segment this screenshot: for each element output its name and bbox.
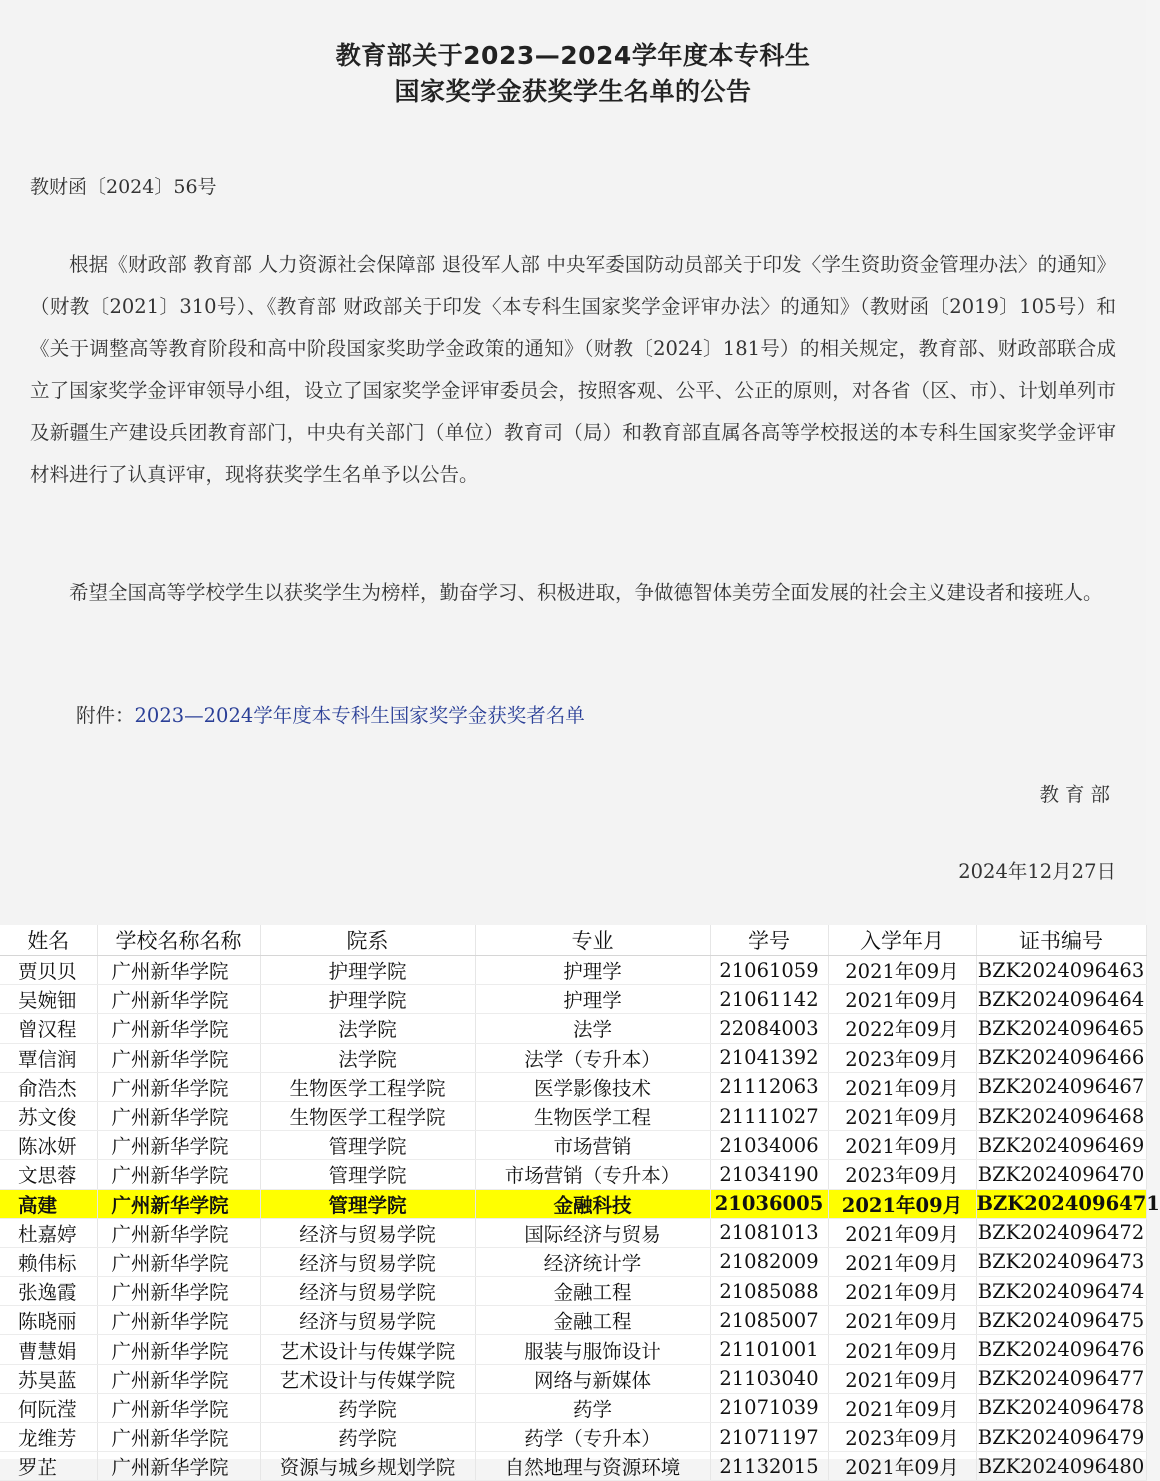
- issuer-signature: 教育部: [1039, 783, 1116, 806]
- cell-enrollment-date[interactable]: 2023年09月: [828, 1160, 976, 1189]
- cell-major[interactable]: 国际经济与贸易: [475, 1218, 710, 1247]
- cell-certificate-number[interactable]: BZK2024096472: [976, 1218, 1146, 1247]
- cell-student-id[interactable]: 21112063: [710, 1072, 828, 1101]
- cell-school[interactable]: 广州新华学院: [97, 1247, 260, 1276]
- cell-major[interactable]: 市场营销（专升本）: [475, 1160, 710, 1189]
- cell-department[interactable]: 资源与城乡规划学院: [260, 1452, 475, 1481]
- cell-name[interactable]: 赖伟标: [0, 1247, 97, 1276]
- cell-certificate-number[interactable]: BZK2024096476: [976, 1335, 1146, 1364]
- cell-name[interactable]: 曹慧娟: [0, 1335, 97, 1364]
- cell-certificate-number[interactable]: BZK2024096471: [976, 1189, 1146, 1218]
- cell-enrollment-date[interactable]: 2021年09月: [828, 1101, 976, 1130]
- cell-enrollment-date[interactable]: 2021年09月: [828, 985, 976, 1014]
- cell-student-id[interactable]: 21085088: [710, 1277, 828, 1306]
- cell-name[interactable]: 贾贝贝: [0, 956, 97, 985]
- cell-school[interactable]: 广州新华学院: [97, 1393, 260, 1422]
- cell-department[interactable]: 经济与贸易学院: [260, 1306, 475, 1335]
- header-department[interactable]: 院系: [260, 925, 475, 956]
- cell-name[interactable]: 曾汉程: [0, 1014, 97, 1043]
- cell-name[interactable]: 龙维芳: [0, 1423, 97, 1452]
- cell-certificate-number[interactable]: BZK2024096468: [976, 1101, 1146, 1130]
- cell-school[interactable]: 广州新华学院: [97, 1101, 260, 1130]
- cell-school[interactable]: 广州新华学院: [97, 985, 260, 1014]
- cell-department[interactable]: 管理学院: [260, 1160, 475, 1189]
- cell-department[interactable]: 艺术设计与传媒学院: [260, 1364, 475, 1393]
- cell-certificate-number[interactable]: BZK2024096464: [976, 985, 1146, 1014]
- table-row[interactable]: [0, 1131, 1146, 1160]
- cell-enrollment-date[interactable]: 2021年09月: [828, 956, 976, 985]
- table-row[interactable]: [0, 1364, 1146, 1393]
- header-school[interactable]: 学校名称名称: [97, 925, 260, 956]
- cell-enrollment-date[interactable]: 2021年09月: [828, 1393, 976, 1422]
- cell-certificate-number[interactable]: BZK2024096473: [976, 1247, 1146, 1276]
- cell-enrollment-date[interactable]: 2021年09月: [828, 1452, 976, 1481]
- cell-department[interactable]: 药学院: [260, 1423, 475, 1452]
- winners-spreadsheet: [0, 925, 1160, 1480]
- cell-major[interactable]: 金融工程: [475, 1277, 710, 1306]
- cell-major[interactable]: 服装与服饰设计: [475, 1335, 710, 1364]
- table-row[interactable]: [0, 1160, 1146, 1189]
- cell-department[interactable]: 经济与贸易学院: [260, 1247, 475, 1276]
- cell-department[interactable]: 经济与贸易学院: [260, 1218, 475, 1247]
- document-number: 教财函〔2024〕56号: [30, 176, 217, 198]
- cell-certificate-number[interactable]: BZK2024096469: [976, 1131, 1146, 1160]
- table-row[interactable]: [0, 1393, 1146, 1422]
- cell-school[interactable]: 广州新华学院: [97, 1072, 260, 1101]
- cell-enrollment-date[interactable]: 2022年09月: [828, 1014, 976, 1043]
- cell-name[interactable]: 覃信润: [0, 1043, 97, 1072]
- cell-name[interactable]: 俞浩杰: [0, 1072, 97, 1101]
- table-row[interactable]: [0, 1014, 1146, 1043]
- header-enrollment-date[interactable]: 入学年月: [828, 925, 976, 956]
- cell-certificate-number[interactable]: BZK2024096478: [976, 1393, 1146, 1422]
- cell-student-id[interactable]: 21071039: [710, 1393, 828, 1422]
- cell-department[interactable]: 管理学院: [260, 1189, 475, 1218]
- issue-date: 2024年12月27日: [958, 860, 1116, 883]
- cell-department[interactable]: 药学院: [260, 1393, 475, 1422]
- cell-certificate-number[interactable]: BZK2024096467: [976, 1072, 1146, 1101]
- table-row[interactable]: [0, 1043, 1146, 1072]
- cell-name[interactable]: 陈冰妍: [0, 1131, 97, 1160]
- notice-title-line1: 教育部关于2023—2024学年度本专科生: [335, 41, 811, 70]
- winners-table: [0, 925, 1160, 1481]
- cell-student-id[interactable]: 21103040: [710, 1364, 828, 1393]
- cell-major[interactable]: 自然地理与资源环境: [475, 1452, 710, 1481]
- table-row[interactable]: [0, 1218, 1146, 1247]
- table-row[interactable]: [0, 1452, 1146, 1481]
- attachment-line: [76, 700, 585, 728]
- cell-school[interactable]: 广州新华学院: [97, 1306, 260, 1335]
- cell-major[interactable]: 经济统计学: [475, 1247, 710, 1276]
- cell-certificate-number[interactable]: BZK2024096474: [976, 1277, 1146, 1306]
- cell-student-id[interactable]: 21034006: [710, 1131, 828, 1160]
- cell-certificate-number[interactable]: BZK2024096480: [976, 1452, 1146, 1481]
- cell-name[interactable]: 罗芷: [0, 1452, 97, 1481]
- cell-certificate-number[interactable]: BZK2024096475: [976, 1306, 1146, 1335]
- cell-school[interactable]: 广州新华学院: [97, 1218, 260, 1247]
- cell-department[interactable]: 经济与贸易学院: [260, 1277, 475, 1306]
- notice-paragraph-2: 希望全国高等学校学生以获奖学生为榜样，勤奋学习、积极进取，争做德智体美劳全面发展的社会主义建设者和接班人。: [69, 581, 1103, 604]
- cell-school[interactable]: 广州新华学院: [97, 1014, 260, 1043]
- table-row-highlighted[interactable]: [0, 1189, 1146, 1218]
- cell-enrollment-date[interactable]: 2021年09月: [828, 1247, 976, 1276]
- cell-name[interactable]: 高建: [0, 1189, 97, 1218]
- cell-enrollment-date[interactable]: 2021年09月: [828, 1277, 976, 1306]
- cell-major[interactable]: 医学影像技术: [475, 1072, 710, 1101]
- cell-student-id[interactable]: 21081013: [710, 1218, 828, 1247]
- cell-certificate-number[interactable]: BZK2024096465: [976, 1014, 1146, 1043]
- cell-name[interactable]: 文思蓉: [0, 1160, 97, 1189]
- cell-school[interactable]: 广州新华学院: [97, 1043, 260, 1072]
- cell-school[interactable]: 广州新华学院: [97, 1189, 260, 1218]
- cell-major[interactable]: 护理学: [475, 956, 710, 985]
- cell-department[interactable]: 生物医学工程学院: [260, 1072, 475, 1101]
- table-header-row: [0, 925, 1146, 956]
- table-row[interactable]: [0, 985, 1146, 1014]
- cell-major[interactable]: 网络与新媒体: [475, 1364, 710, 1393]
- cell-certificate-number[interactable]: BZK2024096470: [976, 1160, 1146, 1189]
- cell-major[interactable]: 法学: [475, 1014, 710, 1043]
- cell-enrollment-date[interactable]: 2021年09月: [828, 1364, 976, 1393]
- cell-student-id[interactable]: 21101001: [710, 1335, 828, 1364]
- notice-title-line2: 国家奖学金获奖学生名单的公告: [394, 77, 752, 106]
- cell-enrollment-date[interactable]: 2021年09月: [828, 1335, 976, 1364]
- header-student-id[interactable]: 学号: [710, 925, 828, 956]
- cell-major[interactable]: 法学（专升本）: [475, 1043, 710, 1072]
- cell-student-id[interactable]: 21061059: [710, 956, 828, 985]
- cell-department[interactable]: 法学院: [260, 1014, 475, 1043]
- cell-student-id[interactable]: 21071197: [710, 1423, 828, 1452]
- cell-name[interactable]: 苏文俊: [0, 1101, 97, 1130]
- cell-student-id[interactable]: 21036005: [710, 1189, 828, 1218]
- cell-school[interactable]: 广州新华学院: [97, 956, 260, 985]
- cell-name[interactable]: 吴婉钿: [0, 985, 97, 1014]
- cell-enrollment-date[interactable]: 2021年09月: [828, 1218, 976, 1247]
- cell-enrollment-date[interactable]: 2021年09月: [828, 1131, 976, 1160]
- cell-student-id[interactable]: 21034190: [710, 1160, 828, 1189]
- table-row[interactable]: [0, 1335, 1146, 1364]
- table-row[interactable]: [0, 1247, 1146, 1276]
- cell-school[interactable]: 广州新华学院: [97, 1277, 260, 1306]
- cell-name[interactable]: 何阮滢: [0, 1393, 97, 1422]
- cell-certificate-number[interactable]: BZK2024096463: [976, 956, 1146, 985]
- cell-enrollment-date[interactable]: 2021年09月: [828, 1189, 976, 1218]
- table-row[interactable]: [0, 1072, 1146, 1101]
- cell-student-id[interactable]: 21082009: [710, 1247, 828, 1276]
- cell-name[interactable]: 张逸霞: [0, 1277, 97, 1306]
- attachment-link[interactable]: 2023—2024学年度本专科生国家奖学金获奖者名单: [134, 704, 585, 727]
- cell-school[interactable]: 广州新华学院: [97, 1131, 260, 1160]
- cell-major[interactable]: 金融工程: [475, 1306, 710, 1335]
- cell-name[interactable]: 苏昊蓝: [0, 1364, 97, 1393]
- cell-school[interactable]: 广州新华学院: [97, 1423, 260, 1452]
- cell-department[interactable]: 护理学院: [260, 956, 475, 985]
- cell-school[interactable]: 广州新华学院: [97, 1160, 260, 1189]
- cell-department[interactable]: 艺术设计与传媒学院: [260, 1335, 475, 1364]
- cell-school[interactable]: 广州新华学院: [97, 1364, 260, 1393]
- header-major[interactable]: 专业: [475, 925, 710, 956]
- cell-major[interactable]: 金融科技: [475, 1189, 710, 1218]
- cell-department[interactable]: 护理学院: [260, 985, 475, 1014]
- table-row[interactable]: [0, 1423, 1146, 1452]
- header-name[interactable]: 姓名: [0, 925, 97, 956]
- cell-department[interactable]: 管理学院: [260, 1131, 475, 1160]
- cell-enrollment-date[interactable]: 2021年09月: [828, 1306, 976, 1335]
- table-row[interactable]: [0, 1306, 1146, 1335]
- cell-student-id[interactable]: 21111027: [710, 1101, 828, 1130]
- cell-major[interactable]: 药学（专升本）: [475, 1423, 710, 1452]
- table-row[interactable]: [0, 1277, 1146, 1306]
- table-row[interactable]: [0, 956, 1146, 985]
- cell-student-id[interactable]: 21061142: [710, 985, 828, 1014]
- cell-certificate-number[interactable]: BZK2024096466: [976, 1043, 1146, 1072]
- cell-major[interactable]: 护理学: [475, 985, 710, 1014]
- cell-major[interactable]: 生物医学工程: [475, 1101, 710, 1130]
- cell-student-id[interactable]: 21085007: [710, 1306, 828, 1335]
- cell-student-id[interactable]: 21132015: [710, 1452, 828, 1481]
- cell-enrollment-date[interactable]: 2021年09月: [828, 1072, 976, 1101]
- cell-certificate-number[interactable]: BZK2024096479: [976, 1423, 1146, 1452]
- notice-paragraph-1: 根据《财政部 教育部 人力资源社会保障部 退役军人部 中央军委国防动员部关于印发〈学生资助资金管理办法〉的通知》（财教〔2021〕310号）、《教育部 财政部关于印发〈本专科生国家奖学金评审办法〉的通知》（教财函〔2019〕105号）和《关于调整高等教育阶段和高中阶段国家奖助学金政策的通知》（财教〔2024〕181号）的相关规定，教育部、财政部联合成立了国家奖学金评审领导小组，设立了国家奖学金评审委员会，按照客观、公平、公正的原则，对各省（区、市）、计划单列市及新疆生产建设兵团教育部门，中央有关部门（单位）教育司（局）和教育部直属各高等学校报送的本专科生国家奖学金评审材料进行了认真评审，现将获奖学生名单予以公告。: [30, 253, 1116, 486]
- cell-department[interactable]: 法学院: [260, 1043, 475, 1072]
- cell-enrollment-date[interactable]: 2023年09月: [828, 1423, 976, 1452]
- cell-department[interactable]: 生物医学工程学院: [260, 1101, 475, 1130]
- cell-major[interactable]: 市场营销: [475, 1131, 710, 1160]
- table-body: [0, 956, 1160, 1481]
- cell-certificate-number[interactable]: BZK2024096477: [976, 1364, 1146, 1393]
- attachment-label: 附件：: [76, 704, 135, 727]
- cell-student-id[interactable]: 22084003: [710, 1014, 828, 1043]
- cell-name[interactable]: 杜嘉婷: [0, 1218, 97, 1247]
- header-certificate-number[interactable]: 证书编号: [976, 925, 1146, 956]
- cell-name[interactable]: 陈晓丽: [0, 1306, 97, 1335]
- table-row[interactable]: [0, 1101, 1146, 1130]
- cell-school[interactable]: 广州新华学院: [97, 1335, 260, 1364]
- cell-enrollment-date[interactable]: 2023年09月: [828, 1043, 976, 1072]
- cell-school[interactable]: 广州新华学院: [97, 1452, 260, 1481]
- cell-major[interactable]: 药学: [475, 1393, 710, 1422]
- cell-student-id[interactable]: 21041392: [710, 1043, 828, 1072]
